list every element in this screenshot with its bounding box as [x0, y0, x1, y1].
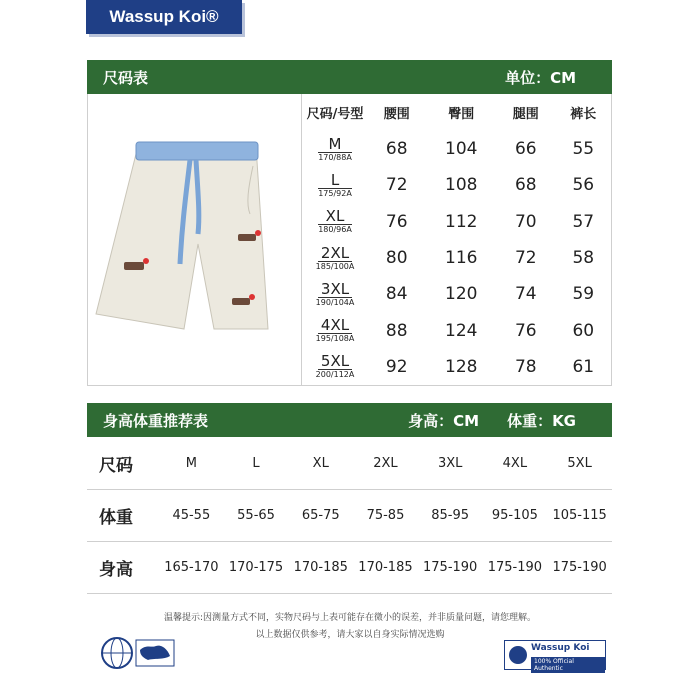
- size-cell: [302, 276, 368, 312]
- sun-icon: [509, 646, 527, 664]
- rec-size: 2XL: [353, 438, 418, 490]
- size-label: 4XL: [318, 318, 352, 334]
- rec-weight: 105-115: [547, 490, 612, 542]
- size-chart-header-row: [302, 94, 612, 131]
- rec-size: XL: [288, 438, 353, 490]
- rec-size: 5XL: [547, 438, 612, 490]
- shorts-product-image: [88, 94, 302, 385]
- hip-value: 120: [445, 284, 478, 305]
- table-row: [302, 167, 612, 203]
- size-code: 185/100A: [315, 261, 355, 271]
- size-code: 200/112A: [315, 370, 355, 380]
- waist-value: 80: [385, 248, 408, 269]
- row-label-weight: 体重: [87, 490, 159, 542]
- rec-height: 170-185: [353, 542, 418, 594]
- size-chart-header: [87, 60, 612, 94]
- thigh-value: 78: [514, 356, 537, 377]
- globe-icon: [100, 636, 176, 670]
- international-recognition-badge: [100, 636, 176, 670]
- rec-weight: 45-55: [159, 490, 224, 542]
- size-label: 2XL: [318, 246, 352, 262]
- badge-title: Wassup Koi: [531, 643, 590, 653]
- rec-height: 175-190: [483, 542, 548, 594]
- rec-size: 4XL: [483, 438, 548, 490]
- header-size-code: 尺码/号型: [306, 107, 364, 122]
- waist-value: 88: [385, 320, 408, 341]
- authentic-badge: [504, 640, 606, 670]
- table-row: [302, 131, 612, 167]
- size-chart-table: [302, 94, 612, 385]
- note-line-2: 以上数据仅供参考，请大家以自身实际情况选购: [255, 630, 445, 640]
- rec-height: 170-175: [224, 542, 289, 594]
- size-cell: [302, 312, 368, 348]
- header-waist: 腰围: [383, 107, 410, 122]
- size-label: M: [318, 137, 352, 153]
- rec-weight: 75-85: [353, 490, 418, 542]
- hip-value: 116: [445, 248, 478, 269]
- length-value: 56: [572, 175, 595, 196]
- hip-value: 104: [445, 139, 478, 160]
- row-label-size: 尺码: [87, 438, 159, 490]
- rec-height: 165-170: [159, 542, 224, 594]
- table-row: [87, 438, 612, 490]
- table-row: [87, 542, 612, 594]
- badge-sub: 100% Official Authentic: [531, 657, 605, 673]
- length-value: 55: [572, 139, 595, 160]
- length-value: 60: [572, 320, 595, 341]
- rec-size: 3XL: [418, 438, 483, 490]
- thigh-value: 74: [514, 284, 537, 305]
- size-chart-unit: 单位：CM: [505, 68, 576, 87]
- rec-height: 175-190: [418, 542, 483, 594]
- brand-logo-text: Wassup Koi®: [109, 7, 219, 26]
- header-thigh: 腿围: [512, 107, 539, 122]
- size-cell: [302, 349, 368, 385]
- hip-value: 108: [445, 175, 478, 196]
- length-value: 57: [572, 211, 595, 232]
- thigh-value: 68: [514, 175, 537, 196]
- table-row: [302, 276, 612, 312]
- table-row: [302, 204, 612, 240]
- size-label: 3XL: [318, 282, 352, 298]
- header-length: 裤长: [570, 107, 597, 122]
- table-row: [302, 349, 612, 385]
- size-cell: [302, 131, 368, 167]
- size-cell: [302, 240, 368, 276]
- note-line-1: 温馨提示:因测量方式不同，实物尺码与上表可能存在微小的误差，并非质量问题，请您理解。: [163, 613, 537, 623]
- size-cell: [302, 167, 368, 203]
- brand-logo: [86, 0, 242, 34]
- rec-size: L: [224, 438, 289, 490]
- table-row: [87, 490, 612, 542]
- height-unit: 身高：CM: [408, 411, 480, 430]
- size-code: 195/108A: [315, 334, 355, 344]
- size-code: 190/104A: [315, 297, 355, 307]
- length-value: 59: [572, 284, 595, 305]
- weight-unit: 体重：KG: [507, 411, 576, 430]
- thigh-value: 72: [514, 248, 537, 269]
- hip-value: 128: [445, 356, 478, 377]
- rec-weight: 65-75: [288, 490, 353, 542]
- waist-value: 76: [385, 211, 408, 232]
- recommend-title: 身高体重推荐表: [103, 411, 209, 430]
- rec-weight: 85-95: [418, 490, 483, 542]
- waist-value: 92: [385, 356, 408, 377]
- length-value: 61: [572, 356, 595, 377]
- hip-value: 124: [445, 320, 478, 341]
- size-label: L: [318, 173, 352, 189]
- table-row: [302, 240, 612, 276]
- size-code: 180/96A: [318, 225, 352, 235]
- size-label: XL: [318, 209, 352, 225]
- size-label: 5XL: [318, 354, 352, 370]
- size-code: 175/92A: [318, 188, 352, 198]
- size-chart-title: 尺码表: [103, 68, 149, 87]
- waist-value: 84: [385, 284, 408, 305]
- rec-height: 170-185: [288, 542, 353, 594]
- thigh-value: 76: [514, 320, 537, 341]
- length-value: 58: [572, 248, 595, 269]
- rec-size: M: [159, 438, 224, 490]
- waist-value: 72: [385, 175, 408, 196]
- recommend-table: [87, 438, 612, 594]
- rec-weight: 55-65: [224, 490, 289, 542]
- waist-value: 68: [385, 139, 408, 160]
- rec-weight: 95-105: [483, 490, 548, 542]
- hip-value: 112: [445, 211, 478, 232]
- header-hip: 臀围: [448, 107, 475, 122]
- thigh-value: 70: [514, 211, 537, 232]
- thigh-value: 66: [514, 139, 537, 160]
- row-label-height: 身高: [87, 542, 159, 594]
- recommend-header: [87, 403, 612, 437]
- size-chart-panel: [87, 94, 612, 386]
- rec-height: 175-190: [547, 542, 612, 594]
- size-code: 170/88A: [318, 152, 352, 162]
- size-cell: [302, 204, 368, 240]
- table-row: [302, 312, 612, 348]
